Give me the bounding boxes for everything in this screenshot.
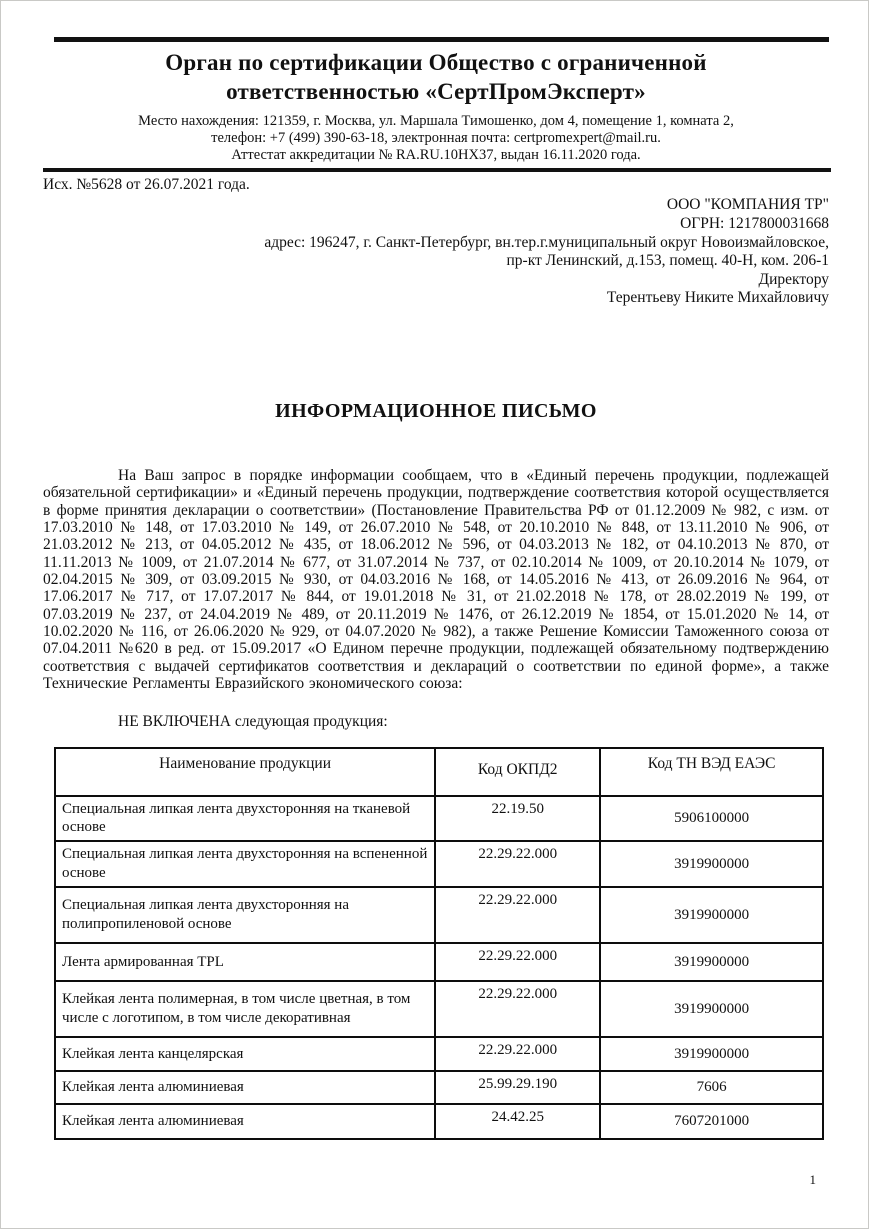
product-name-cell: Специальная липкая лента двухсторонняя на полипропиленовой основе bbox=[55, 887, 435, 943]
product-name-cell: Клейкая лента алюминиевая bbox=[55, 1071, 435, 1104]
okpd2-code-cell: 24.42.25 bbox=[435, 1104, 600, 1139]
table-row bbox=[55, 796, 823, 842]
recipient-position: Директору bbox=[758, 270, 829, 288]
product-name-cell: Лента армированная TPL bbox=[55, 943, 435, 981]
table-row bbox=[55, 981, 823, 1037]
org-address-line: Место нахождения: 121359, г. Москва, ул. Маршала Тимошенко, дом 4, помещение 1, комната 2, bbox=[138, 112, 734, 129]
letter-body-paragraph: На Ваш запрос в порядке информации сообщаем, что в «Единый перечень продукции, подлежащей обязательной сертификации» и «Единый перечень продукции, подтверждение соответствия которой осуществляется в форме принятия декларации о соответствии» (Постановление Правительства РФ от 01.12.2009 № 982, с изм. от 17.03.2010 № 148, от 17.03.2010 № 149, от 26.07.2010 № 548, от 20.10.2010 № 848, от 13.11.2010 № 906, от 21.03.2012 № 213, от 04.05.2012 № 435, от 18.06.2012 № 596, от 04.03.2013 № 182, от 04.10.2013 № 870, от 11.11.2013 № 1009, от 21.07.2014 № 677, от 31.07.2014 № 737, от 02.10.2014 № 1009, от 20.10.2014 № 1079, от 02.04.2015 № 309, от 03.09.2015 № 930, от 04.03.2016 № 168, от 14.05.2016 № 413, от 26.09.2016 № 964, от 17.06.2017 № 717, от 17.07.2017 № 844, от 19.01.2018 № 31, от 21.02.2018 № 178, от 28.02.2019 № 199, от 07.03.2019 № 237, от 24.04.2019 № 489, от 20.11.2019 № 1476, от 26.12.2019 № 1854, от 15.01.2020 № 14, от 10.02.2020 № 116, от 26.06.2020 № 929, от 04.07.2020 № 982), а также Решение Комиссии Таможенного союза от 07.04.2011 №620 в ред. от 15.09.2017 «О Едином перечне продукции, подлежащей обязательному подтверждению соответствия с выдачей сертификатов соответствия и деклараций о соответствии по единой форме», а также Технические Регламенты Евразийского экономического союза: bbox=[43, 466, 829, 693]
tnved-code-cell: 7607201000 bbox=[600, 1104, 823, 1139]
certification-body-title bbox=[43, 48, 829, 107]
header-row bbox=[55, 748, 823, 796]
recipient-address-line-1: адрес: 196247, г. Санкт-Петербург, вн.тер.г.муниципальный округ Новоизмайловское, bbox=[264, 233, 829, 251]
not-included-line: НЕ ВКЛЮЧЕНА следующая продукция: bbox=[118, 712, 388, 730]
table-row bbox=[55, 841, 823, 887]
letter-title: ИНФОРМАЦИОННОЕ ПИСЬМО bbox=[275, 399, 597, 422]
letterhead-top-rule bbox=[54, 37, 829, 42]
column-header-okpd2: Код ОКПД2 bbox=[435, 748, 600, 796]
tnved-code-cell: 3919900000 bbox=[600, 981, 823, 1037]
okpd2-code-cell: 22.29.22.000 bbox=[435, 1037, 600, 1071]
outgoing-reference: Исх. №5628 от 26.07.2021 года. bbox=[43, 176, 250, 194]
product-name-cell: Клейкая лента канцелярская bbox=[55, 1037, 435, 1071]
tnved-code-cell: 3919900000 bbox=[600, 841, 823, 887]
table-row bbox=[55, 887, 823, 943]
okpd2-code-cell: 25.99.29.190 bbox=[435, 1071, 600, 1104]
okpd2-code-cell: 22.19.50 bbox=[435, 796, 600, 842]
recipient-ogrn: ОГРН: 1217800031668 bbox=[680, 214, 829, 232]
product-name-cell: Специальная липкая лента двухсторонняя на тканевой основе bbox=[55, 796, 435, 842]
tnved-code-cell: 3919900000 bbox=[600, 943, 823, 981]
tnved-code-cell: 3919900000 bbox=[600, 1037, 823, 1071]
recipient-company: ООО "КОМПАНИЯ ТР" bbox=[666, 196, 829, 214]
page-content bbox=[1, 1, 868, 1140]
products-table-body bbox=[55, 796, 823, 1140]
org-title-line-2: ответственностью «СертПромЭксперт» bbox=[226, 79, 646, 105]
okpd2-code-cell: 22.29.22.000 bbox=[435, 981, 600, 1037]
recipient-person: Терентьеву Никите Михайловичу bbox=[606, 289, 829, 307]
okpd2-code-cell: 22.29.22.000 bbox=[435, 943, 600, 981]
org-title-line-1: Орган по сертификации Общество с ограниченной bbox=[165, 50, 707, 75]
tnved-code-cell: 5906100000 bbox=[600, 796, 823, 842]
product-name-cell: Специальная липкая лента двухсторонняя на вспененной основе bbox=[55, 841, 435, 887]
recipient-address-line-2: пр-кт Ленинский, д.153, помещ. 40-Н, ком. 206-1 bbox=[506, 252, 829, 270]
okpd2-code-cell: 22.29.22.000 bbox=[435, 841, 600, 887]
products-table bbox=[54, 747, 824, 1141]
tnved-code-cell: 3919900000 bbox=[600, 887, 823, 943]
table-row bbox=[55, 1104, 823, 1139]
column-header-product-name: Наименование продукции bbox=[55, 748, 435, 796]
page-number: 1 bbox=[809, 1172, 816, 1187]
org-contact-line: телефон: +7 (499) 390-63-18, электронная почта: certpromexpert@mail.ru. bbox=[211, 129, 661, 146]
table-row bbox=[55, 1037, 823, 1071]
product-name-cell: Клейкая лента полимерная, в том числе цветная, в том числе с логотипом, в том числе декоративная bbox=[55, 981, 435, 1037]
letterhead-separator-rule bbox=[43, 168, 831, 172]
table-row bbox=[55, 1071, 823, 1104]
table-row bbox=[55, 943, 823, 981]
product-name-cell: Клейкая лента алюминиевая bbox=[55, 1104, 435, 1139]
column-header-tnved: Код ТН ВЭД ЕАЭС bbox=[600, 748, 823, 796]
recipient-block bbox=[43, 196, 829, 308]
products-table-header bbox=[55, 748, 823, 796]
org-accreditation-line: Аттестат аккредитации № RA.RU.10HX37, выдан 16.11.2020 года. bbox=[231, 146, 641, 163]
okpd2-code-cell: 22.29.22.000 bbox=[435, 887, 600, 943]
tnved-code-cell: 7606 bbox=[600, 1071, 823, 1104]
letterhead-info bbox=[43, 113, 829, 163]
